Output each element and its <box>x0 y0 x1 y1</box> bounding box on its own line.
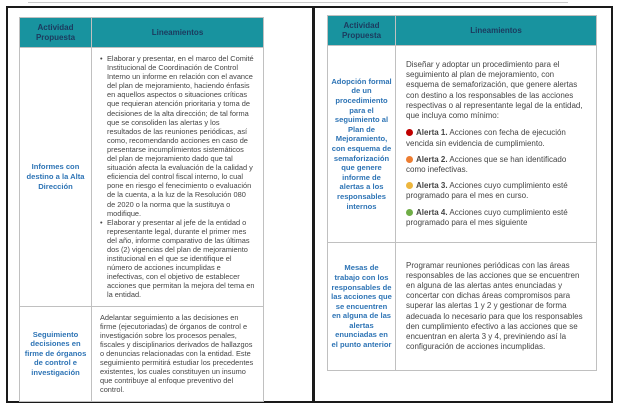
column-header-actividad: Actividad Propuesta <box>20 18 92 48</box>
header-row <box>20 18 264 48</box>
paragraph-text: Adelantar seguimiento a las decisiones en firme (ejecutoriadas) de órganos de control e investigación sobre los procesos penales, fiscales y disciplinarios derivados de hallazgos o denuncias relacionadas con la entidad. Este seguimiento permitirá estudiar los precedentes existentes, los cuales constituyen un insumo que contribuye al enfoque preventivo del control. <box>100 312 254 395</box>
right-panel <box>315 8 611 401</box>
alert-item <box>406 208 586 228</box>
activity-cell: Mesas de trabajo con los responsables de las acciones que se encuentren en alguna de las alertas enunciadas en el punto anterior <box>328 243 396 371</box>
left-table <box>19 17 264 402</box>
column-header-lineamientos: Lineamientos <box>92 18 264 48</box>
bullet-item <box>100 54 255 218</box>
table-row <box>20 48 264 307</box>
intro-text: Diseñar y adoptar un procedimiento para el seguimiento al plan de mejoramiento, con esquema de semaforización, que genere alertas con destino a los responsables de las acciones respectivas o al representante legal de la entidad, que incluya como mínimo: <box>406 60 583 121</box>
alert-item <box>406 155 586 175</box>
lineamientos-cell <box>396 243 597 371</box>
alert-item <box>406 128 586 148</box>
left-panel <box>8 8 315 401</box>
alert-text: Acciones cuyo cumplimiento esté programado para el mes siguiente <box>406 207 568 227</box>
right-table <box>327 15 597 371</box>
alert-4-green-dot-icon <box>406 209 413 216</box>
table-row <box>20 306 264 401</box>
activity-cell: Informes con destino a la Alta Dirección <box>20 48 92 307</box>
column-header-lineamientos: Lineamientos <box>396 16 597 46</box>
document-frame <box>6 6 613 403</box>
alert-1-red-dot-icon <box>406 129 413 136</box>
alert-2-orange-dot-icon <box>406 156 413 163</box>
bullet-text: Elaborar y presentar al jefe de la entidad o representante legal, durante el primer mes del año, informe comparativo de las últimas dos (2) vigencias del plan de mejoramiento institucional en el que se identifique el número de acciones incumplidas e inefectivas, con el objetivo de establecer acciones que permitan la mejora del tema en la entidad. <box>107 217 255 300</box>
table-row <box>328 46 597 243</box>
lineamientos-cell <box>92 306 264 401</box>
alert-text: Acciones cuyo cumplimiento esté programado para el mes en curso. <box>406 181 568 201</box>
lineamientos-cell <box>92 48 264 307</box>
activity-cell: Adopción formal de un procedimiento para el seguimiento al Plan de Mejoramiento, con esquema de semaforización que genere informe de alertas a los responsables internos <box>328 46 396 243</box>
alert-item <box>406 181 586 201</box>
column-header-actividad: Actividad Propuesta <box>328 16 396 46</box>
alert-label: Alerta 4. <box>416 207 448 217</box>
table-row <box>328 243 597 371</box>
alert-label: Alerta 2. <box>416 154 448 164</box>
alert-text: Acciones que se han identificado como inefectivas. <box>406 154 567 174</box>
activity-cell: Seguimiento decisiones en firme de órganos de control e investigación <box>20 306 92 401</box>
alert-label: Alerta 1. <box>416 128 448 138</box>
bullet-item <box>100 218 255 300</box>
header-row <box>328 16 597 46</box>
alert-3-yellow-dot-icon <box>406 182 413 189</box>
lineamientos-cell <box>396 46 597 243</box>
alert-text: Acciones con fecha de ejecución vencida sin evidencia de cumplimiento. <box>406 128 566 148</box>
alert-label: Alerta 3. <box>416 181 448 191</box>
scan-artifact-line <box>28 2 568 3</box>
paragraph-text: Programar reuniones periódicas con las áreas responsables de las acciones que se encuentren en alguna de las alertas antes enunciadas y concertar con dichas áreas compromisos para superar las alertas 1 y 2 y gestionar de forma adecuada lo necesario para que los responsables den cumplimiento efectivo a las acciones que se encuentran en alerta 3 y 4, previniendo así la configuración de acciones incumplidas. <box>406 260 583 352</box>
bullet-text: Elaborar y presentar, en el marco del Comité Institucional de Coordinación de Control Interno un informe en relación con el avance del plan de mejoramiento, haciendo énfasis en aquellos aspectos o situaciones críticas que requieran atención prioritaria y toma de decisiones de la alta dirección; de tal forma que se consoliden las alertas y los resultados de las reuniones periódicas, así como, recomendando acciones en caso de presentarse incumplimientos sistemáticos del plan de mejoramiento dado que tal situación afecta la evaluación de la calidad y eficiencia del control fiscal interno, lo cual pone en riesgo el fenecimiento o evaluación de la cuenta, a la luz de la Resolución 080 de 2020 o la norma que la sustituya o modifique. <box>107 54 254 218</box>
